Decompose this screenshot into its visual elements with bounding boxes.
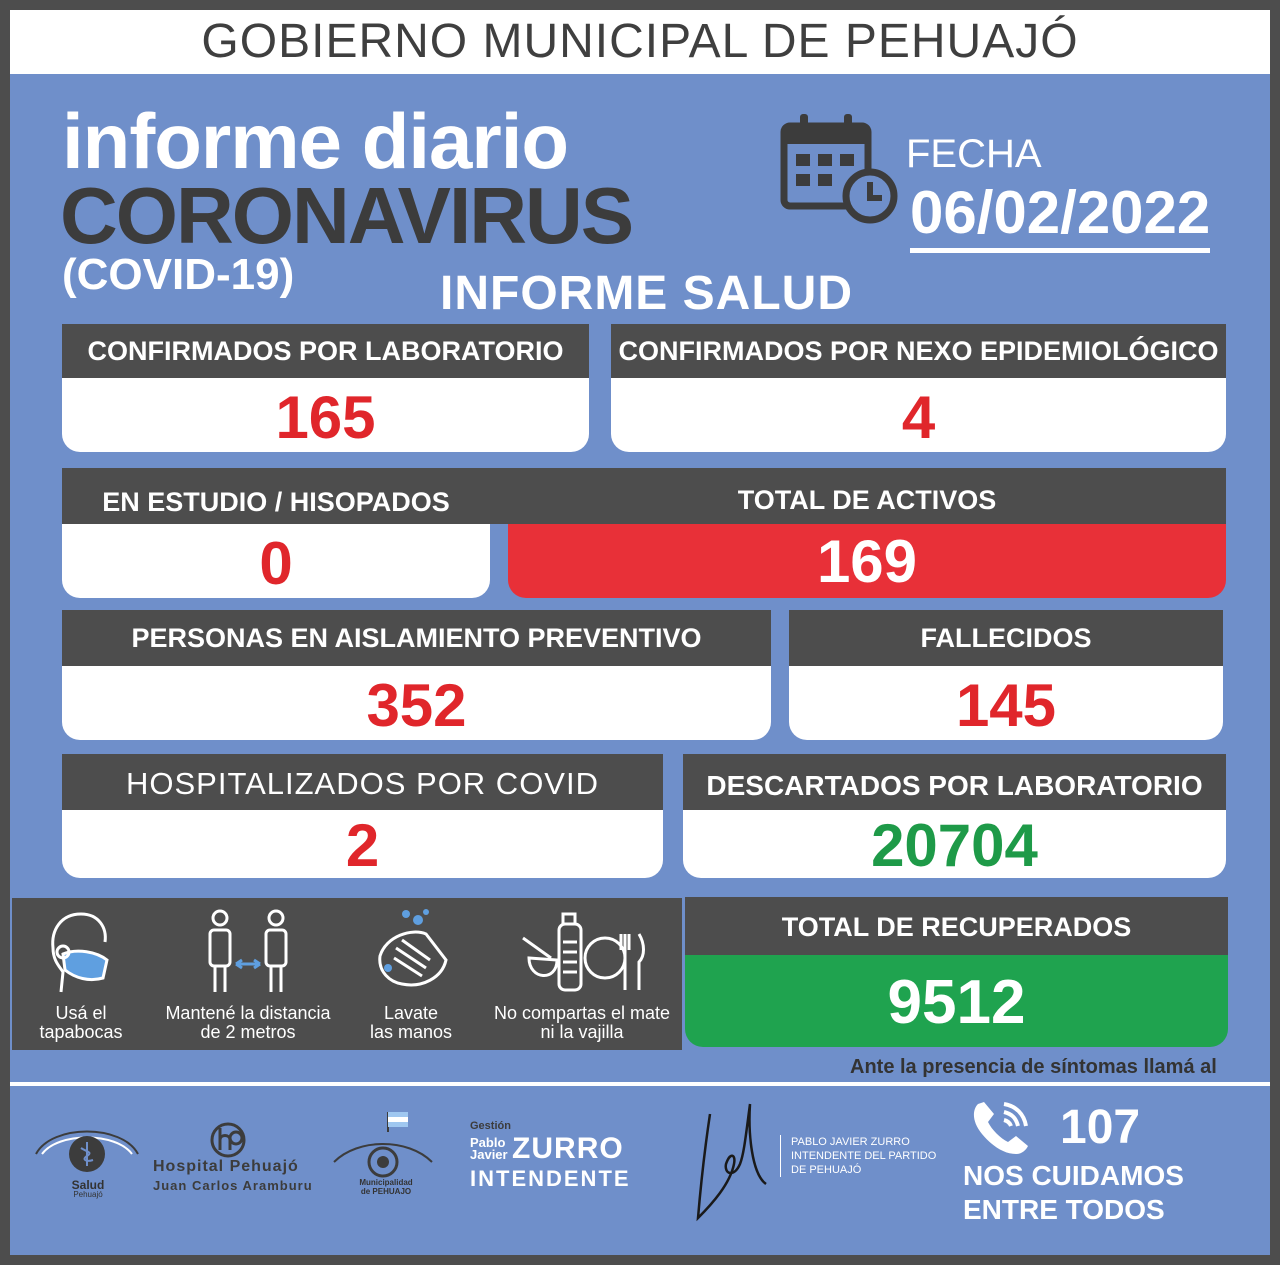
gestion-logo [470,1120,631,1192]
stat-estudio-label: EN ESTUDIO / HISOPADOS [62,468,490,524]
stat-activos-label: TOTAL DE ACTIVOS [508,468,1226,524]
stat-estudio-value: 0 [62,524,490,598]
stat-descartados-value: 20704 [683,810,1226,878]
stat-aislamiento-value: 352 [62,666,771,740]
precaution-mask-line2: tapabocas [39,1022,123,1042]
signature-line2: INTENDENTE DEL PARTIDO [791,1150,937,1162]
title-covid19: (COVID-19) [62,250,295,299]
signature-graphic [690,1094,770,1224]
hospital-logo-icon [208,1120,248,1160]
signature-line3: DE PEHUAJÓ [791,1164,862,1176]
section-title: INFORME SALUD [440,267,853,320]
gestion-firstnames [470,1137,508,1161]
stat-nexo [611,324,1226,452]
stat-lab-label: CONFIRMADOS POR LABORATORIO [62,324,589,378]
salud-logo [32,1114,142,1178]
fecha-label: FECHA [906,132,1042,176]
stat-descartados-label: DESCARTADOS POR LABORATORIO [683,754,1226,810]
symptoms-prompt: Ante la presencia de síntomas llamá al [850,1056,1217,1078]
salud-logo-text: Salud [71,1178,105,1192]
signature-caption [780,1135,936,1177]
gestion-name2: Javier [470,1147,508,1162]
precaution-wash-line2: las manos [369,1022,453,1042]
stat-lab-value: 165 [62,378,589,452]
precaution-mate-line1: No compartas el mate [493,1003,671,1023]
precaution-wash [356,898,466,1042]
title-informe-diario: informe diario [62,97,569,185]
gestion-role: INTENDENTE [470,1166,631,1191]
precaution-distance-line2: de 2 metros [200,1022,296,1042]
municipalidad-logo [328,1108,438,1180]
precaution-mate [488,898,676,1042]
slogan-line1: NOS CUIDAMOS [963,1160,1184,1191]
salud-logo-subtext: Pehuajó [73,1190,103,1199]
municipalidad-logo-text [350,1178,422,1196]
gestion-surname: ZURRO [512,1132,624,1165]
precaution-distance [160,898,336,1042]
municipalidad-subname: de PEHUAJO [360,1187,412,1196]
stat-estudio [62,468,490,598]
precaution-mate-line2: ni la vajilla [540,1022,624,1042]
title-coronavirus: CORONAVIRUS [60,171,633,260]
stat-descartados [683,754,1226,878]
stat-aislamiento [62,610,771,740]
stat-nexo-value: 4 [611,378,1226,452]
stat-hospitalizados-value: 2 [62,810,663,878]
slogan-line2: ENTRE TODOS [963,1194,1165,1225]
stat-aislamiento-label: PERSONAS EN AISLAMIENTO PREVENTIVO [62,610,771,666]
stat-fallecidos-label: FALLECIDOS [789,610,1223,666]
hospital-name: Hospital Pehuajó [153,1158,299,1175]
phone-icon [968,1096,1038,1160]
stat-activos [508,468,1226,598]
stat-nexo-label: CONFIRMADOS POR NEXO EPIDEMIOLÓGICO [611,324,1226,378]
face-mask-icon [41,908,121,998]
precautions-panel [12,898,682,1050]
precaution-distance-line1: Mantené la distancia [165,1003,331,1023]
stat-hospitalizados [62,754,663,878]
fecha-value: 06/02/2022 [910,180,1210,253]
header-title: GOBIERNO MUNICIPAL DE PEHUAJÓ [201,15,1079,68]
municipalidad-name: Municipalidad [359,1178,413,1187]
precaution-mask-line1: Usá el [55,1003,107,1023]
stat-hospitalizados-label: HOSPITALIZADOS POR COVID [62,754,663,810]
stat-activos-value: 169 [508,524,1226,598]
distance-icon [198,908,298,998]
stat-lab [62,324,589,452]
precaution-mask [26,898,136,1042]
stat-fallecidos-value: 145 [789,666,1223,740]
no-share-mate-icon [517,908,647,998]
precaution-wash-line1: Lavate [383,1003,439,1023]
gestion-label: Gestión [470,1120,511,1132]
calendar-clock-icon [780,108,900,228]
header-bar [10,10,1270,74]
stat-recuperados-label: TOTAL DE RECUPERADOS [685,897,1228,955]
gestion-name1: Pablo [470,1135,506,1150]
hospital-subtitle: Juan Carlos Aramburu [153,1178,313,1193]
stat-recuperados [685,897,1228,1047]
emergency-phone: 107 [1060,1101,1141,1154]
stat-fallecidos [789,610,1223,740]
stat-recuperados-value: 9512 [685,955,1228,1047]
hand-wash-icon [366,908,456,998]
signature-line1: PABLO JAVIER ZURRO [791,1136,910,1148]
